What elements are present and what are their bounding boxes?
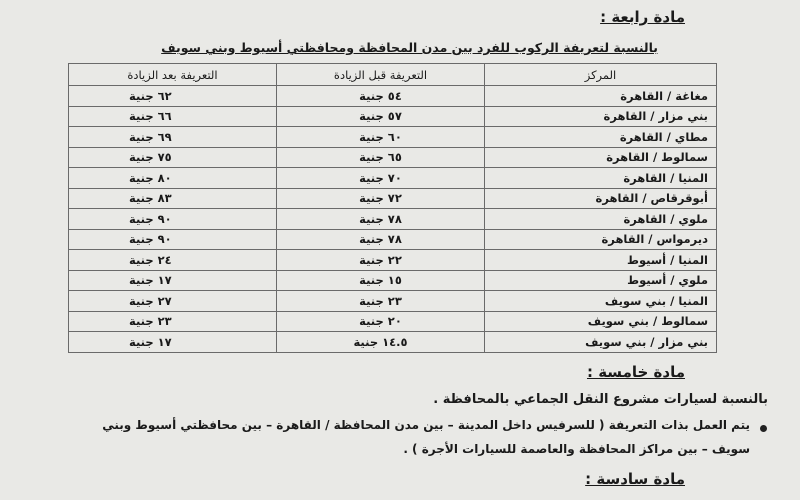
table-row (69, 168, 717, 189)
cell-price-before: ٥٧ جنية (277, 106, 485, 127)
header-after: التعريفة بعد الزيادة (69, 64, 277, 86)
article-five-intro: بالنسبة لسيارات مشروع النقل الجماعي بالمحافظة . (433, 392, 768, 407)
table-row (69, 291, 717, 312)
cell-price-after: ٦٩ جنية (69, 127, 277, 148)
cell-price-before: ٦٠ جنية (277, 127, 485, 148)
table-row (69, 147, 717, 168)
cell-price-after: ٢٧ جنية (69, 291, 277, 312)
cell-price-before: ١٥ جنية (277, 270, 485, 291)
table-row (69, 127, 717, 148)
table-row (69, 250, 717, 271)
tariff-table (68, 63, 717, 353)
table-row (69, 332, 717, 353)
article-six-title: مادة سادسة : (585, 470, 685, 488)
cell-price-before: ٧٠ جنية (277, 168, 485, 189)
cell-price-after: ٧٥ جنية (69, 147, 277, 168)
table-row (69, 229, 717, 250)
article-five-bullet-line1: يتم العمل بذات التعريفة ( للسرفيس داخل المدينة – بين مدن المحافظة / القاهرة – بين محافظتي أسيوط وبني (102, 418, 750, 432)
cell-price-before: ٢٢ جنية (277, 250, 485, 271)
cell-center: مطاي / القاهرة (485, 127, 717, 148)
cell-price-after: ١٧ جنية (69, 332, 277, 353)
cell-price-before: ٢٣ جنية (277, 291, 485, 312)
table-header-row (69, 64, 717, 86)
table-row (69, 106, 717, 127)
cell-center: ملوي / أسيوط (485, 270, 717, 291)
table-row (69, 86, 717, 107)
cell-price-before: ٧٨ جنية (277, 209, 485, 230)
cell-price-after: ٨٣ جنية (69, 188, 277, 209)
table-row (69, 311, 717, 332)
cell-center: المنيا / القاهرة (485, 168, 717, 189)
table-caption: بالنسبة لتعريفة الركوب للفرد بين مدن المحافظة ومحافظتي أسيوط وبني سويف (161, 40, 658, 55)
cell-center: ملوي / القاهرة (485, 209, 717, 230)
cell-price-after: ٢٣ جنية (69, 311, 277, 332)
cell-price-after: ٦٢ جنية (69, 86, 277, 107)
table-row (69, 188, 717, 209)
cell-center: سمالوط / القاهرة (485, 147, 717, 168)
cell-price-before: ٧٨ جنية (277, 229, 485, 250)
cell-price-after: ١٧ جنية (69, 270, 277, 291)
cell-price-before: ٦٥ جنية (277, 147, 485, 168)
cell-price-after: ٩٠ جنية (69, 229, 277, 250)
cell-price-before: ٧٢ جنية (277, 188, 485, 209)
article-five-bullet-line2: سويف – بين مراكز المحافظة والعاصمة للسيارات الأجرة ) . (403, 442, 750, 456)
cell-center: بني مزار / القاهرة (485, 106, 717, 127)
cell-center: المنيا / أسيوط (485, 250, 717, 271)
cell-price-before: ٥٤ جنية (277, 86, 485, 107)
cell-center: أبوقرقاص / القاهرة (485, 188, 717, 209)
article-four-title: مادة رابعة : (600, 8, 685, 26)
table-row (69, 270, 717, 291)
cell-price-before: ١٤.٥ جنية (277, 332, 485, 353)
table-row (69, 209, 717, 230)
cell-price-after: ٢٤ جنية (69, 250, 277, 271)
cell-center: سمالوط / بني سويف (485, 311, 717, 332)
cell-price-after: ٨٠ جنية (69, 168, 277, 189)
article-five-title: مادة خامسة : (586, 363, 685, 381)
cell-price-before: ٢٠ جنية (277, 311, 485, 332)
bullet-dot-icon (760, 425, 767, 432)
header-center: المركز (485, 64, 717, 86)
cell-price-after: ٩٠ جنية (69, 209, 277, 230)
header-before: التعريفة قبل الزيادة (277, 64, 485, 86)
cell-center: ديرمواس / القاهرة (485, 229, 717, 250)
cell-center: مغاغة / القاهرة (485, 86, 717, 107)
cell-center: بني مزار / بني سويف (485, 332, 717, 353)
cell-price-after: ٦٦ جنية (69, 106, 277, 127)
tariff-table-body (69, 86, 717, 353)
cell-center: المنيا / بني سويف (485, 291, 717, 312)
